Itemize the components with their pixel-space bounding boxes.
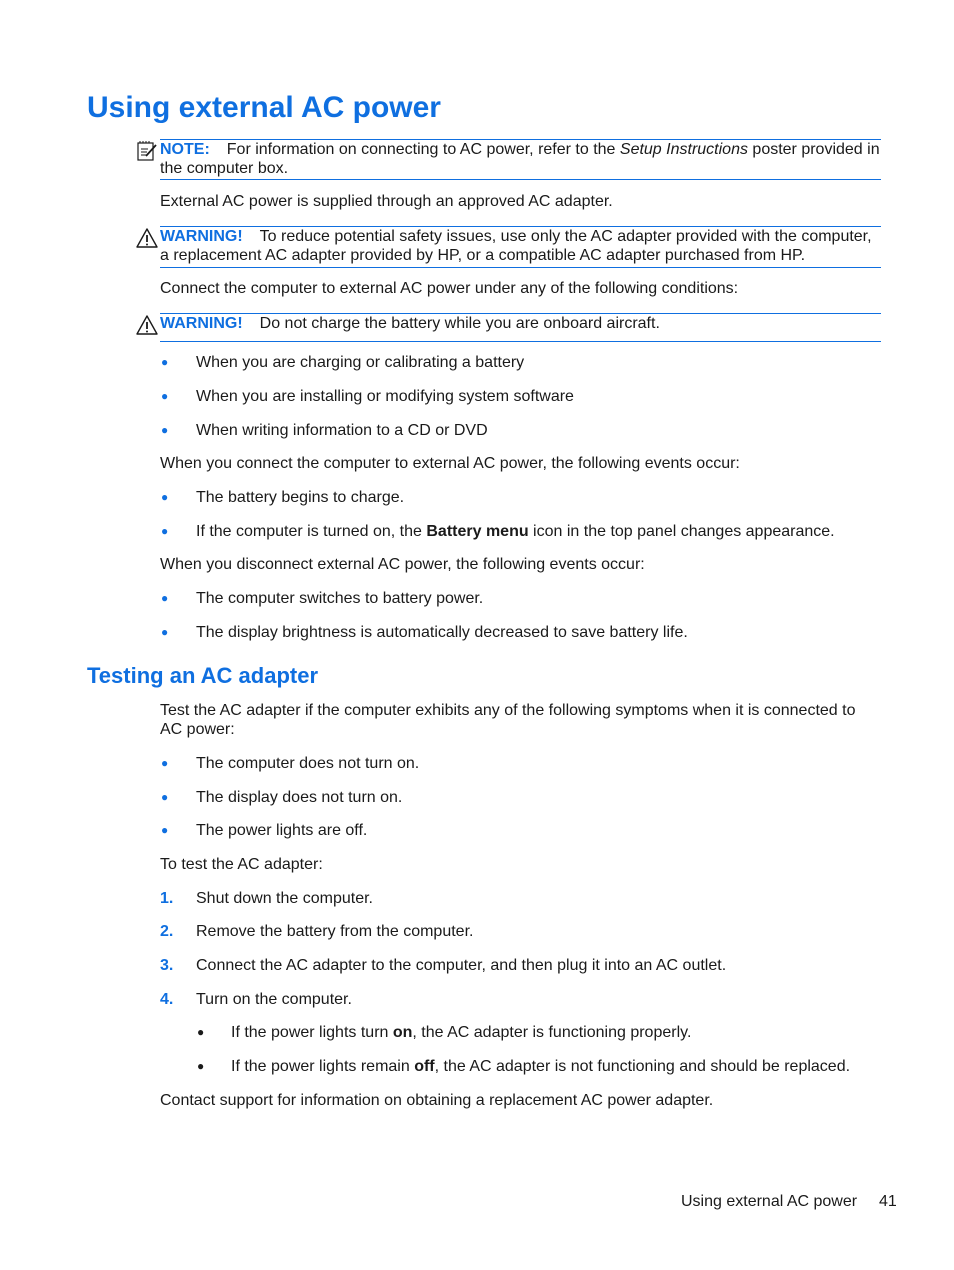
- list-item-text: If the computer is turned on, the: [196, 523, 427, 540]
- list-item: The battery begins to charge.: [196, 489, 405, 506]
- note-text: For information on connecting to AC power, refer to the: [226, 141, 620, 158]
- step-number: 1.: [160, 890, 174, 907]
- list-item: The computer does not turn on.: [196, 755, 420, 772]
- warning-text: Do not charge the battery while you are onboard aircraft.: [259, 315, 660, 332]
- step-text: Turn on the computer.: [196, 991, 352, 1008]
- sub-bullet: ●: [197, 1025, 205, 1039]
- bullet: ●: [161, 591, 169, 605]
- sub-list-text: , the AC adapter is functioning properly.: [412, 1024, 692, 1041]
- step-number: 3.: [160, 957, 174, 974]
- sub-bullet: ●: [197, 1059, 205, 1073]
- step-text: Shut down the computer.: [196, 890, 373, 907]
- sub-list-item: [231, 1023, 691, 1042]
- paragraph: Contact support for information on obtaining a replacement AC power adapter.: [160, 1092, 714, 1109]
- list-item: When you are installing or modifying system software: [196, 388, 574, 405]
- page-number: 41: [879, 1193, 897, 1210]
- bullet: ●: [161, 490, 169, 504]
- warning-box: [160, 226, 881, 268]
- warning-box: [160, 313, 881, 342]
- paragraph: When you disconnect external AC power, the following events occur:: [160, 556, 645, 573]
- paragraph: Test the AC adapter if the computer exhibits any of the following symptoms when it is connected to AC power:: [160, 702, 856, 738]
- off-term: off: [414, 1058, 435, 1075]
- note-label: NOTE:: [160, 141, 210, 158]
- step-number: 2.: [160, 923, 174, 940]
- note-text-end: poster provided in the computer box.: [160, 141, 880, 177]
- list-item: [196, 522, 835, 541]
- list-item: The display does not turn on.: [196, 789, 403, 806]
- warning-icon: [136, 314, 158, 336]
- step-text: Connect the AC adapter to the computer, and then plug it into an AC outlet.: [196, 957, 727, 974]
- paragraph: Connect the computer to external AC power under any of the following conditions:: [160, 280, 739, 297]
- paragraph: When you connect the computer to external AC power, the following events occur:: [160, 455, 740, 472]
- warning-label: WARNING!: [160, 228, 243, 245]
- bullet: ●: [161, 790, 169, 804]
- sub-list-text: , the AC adapter is not functioning and should be replaced.: [434, 1058, 851, 1075]
- bullet: ●: [161, 625, 169, 639]
- list-item: The display brightness is automatically decreased to save battery life.: [196, 624, 688, 641]
- list-item: When you are charging or calibrating a battery: [196, 354, 525, 371]
- note-italic: Setup Instructions: [619, 141, 748, 158]
- section-title: Testing an AC adapter: [87, 663, 319, 688]
- warning-text: To reduce potential safety issues, use only the AC adapter provided with the computer, a replacement AC adapter provided by HP, or a compatible AC adapter purchased from HP.: [160, 228, 872, 264]
- step-text: Remove the battery from the computer.: [196, 923, 474, 940]
- bullet: ●: [161, 355, 169, 369]
- battery-menu-term: Battery menu: [426, 523, 529, 540]
- sub-list-item: [231, 1057, 850, 1076]
- bullet: ●: [161, 524, 169, 538]
- paragraph: To test the AC adapter:: [160, 856, 323, 873]
- warning-icon: [136, 227, 158, 249]
- list-item: When writing information to a CD or DVD: [196, 422, 488, 439]
- note-icon: [136, 140, 158, 162]
- step-number: 4.: [160, 991, 174, 1008]
- list-item-text: icon in the top panel changes appearance.: [528, 523, 835, 540]
- list-item: The computer switches to battery power.: [196, 590, 484, 607]
- bullet: ●: [161, 423, 169, 437]
- note-box: [160, 139, 881, 180]
- footer-section-title: Using external AC power: [681, 1193, 858, 1210]
- bullet: ●: [161, 823, 169, 837]
- paragraph: External AC power is supplied through an approved AC adapter.: [160, 193, 613, 210]
- sub-list-text: If the power lights remain: [231, 1058, 415, 1075]
- sub-list-text: If the power lights turn: [231, 1024, 393, 1041]
- bullet: ●: [161, 389, 169, 403]
- bullet: ●: [161, 756, 169, 770]
- on-term: on: [392, 1024, 413, 1041]
- warning-label: WARNING!: [160, 315, 243, 332]
- list-item: The power lights are off.: [196, 822, 368, 839]
- page-title: Using external AC power: [87, 91, 441, 124]
